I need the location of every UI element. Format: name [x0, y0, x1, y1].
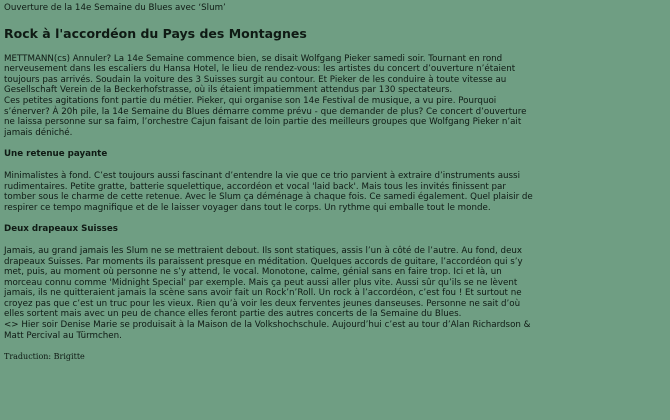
section-text-drapeaux: Jamais, au grand jamais les Slum ne se mettraient debout. Ils sont statiques, assis l’un à côté de l’autre. Au fond, deux drapeaux Suisses. Par moments ils paraissent presque en méditation. Quelques accords de guitare, l’accordéon qui s’y met, puis, au moment où personne ne s’y attend, le vocal. Monotone, calme, génial sans en faire trop. Ici et là, un morceau connu comme 'Midnight Special' par exemple. Mais ça peut aussi aller plus vite. Aussi sûr qu’ils se ne lèvent jamais, ils ne quitteraient jamais la scène sans avoir fait un Rock’n’Roll. Un rock à l’accordéon, c’est fou ! Et surtout ne croyez pas que c’est un truc pour les vieux. Rien qu’à voir les deux ferventes jeunes danseuses. Personne ne sait d’où elles sortent mais avec un peu de chance elles feront partie des autres concerts de la Semaine du Blues. <> Hier soir Denise Marie se produisait à la Maison de la Volkshochschule. Aujourd’hui c’est au tour d’Alan Richardson & Matt Percival au Türmchen. [4, 245, 531, 341]
article-pretitle: Ouverture de la 14e Semaine du Blues avec ‘Slum’ [4, 3, 226, 13]
translation-credit: Traduction: Brigitte [4, 352, 85, 362]
section-heading-retenue: Une retenue payante [4, 149, 108, 160]
article-intro: METTMANN(cs) Annuler? La 14e Semaine commence bien, se disait Wolfgang Pieker samedi soir. Tournant en rond nerveusement dans les escaliers du Hansa Hotel, le lieu de rendez-vous: les artistes du concert d’ouverture n’étaient toujours pas arrivés. Soudain la voiture des 3 Suisses surgit au contour. Et Pieker de les conduire à toute vitesse au Gesellschaft Verein de la Beckerhofstrasse, où ils étaient impatiemment attendus par 130 spectateurs. Ces petites agitations font partie du métier. Pieker, qui organise son 14e Festival de musique, a vu pire. Pourquoi s’énerver? À 20h pile, la 14e Semaine du Blues démarre comme prévu - que demander de plus? Ce concert d’ouverture ne laissa personne sur sa faim, l’orchestre Cajun faisant de loin partie des meilleurs groupes que Wolfgang Pieker n’ait jamais déniché. [4, 53, 527, 138]
section-text-retenue: Minimalistes à fond. C’est toujours aussi fascinant d’entendre la vie que ce trio parvient à extraire d’instruments aussi rudimentaires. Petite gratte, batterie squelettique, accordéon et vocal 'laid back'. Mais tous les invités finissent par tomber sous le charme de cette retenue. Avec le Slum ça déménage à chaque fois. Ce samedi également. Quel plaisir de respirer ce tempo magnifique et de le laisser voyager dans tout le corps. Un rythme qui emballe tout le monde. [4, 170, 533, 213]
section-heading-drapeaux: Deux drapeaux Suisses [4, 224, 118, 235]
article-title: Rock à l'accordéon du Pays des Montagnes [4, 25, 307, 41]
